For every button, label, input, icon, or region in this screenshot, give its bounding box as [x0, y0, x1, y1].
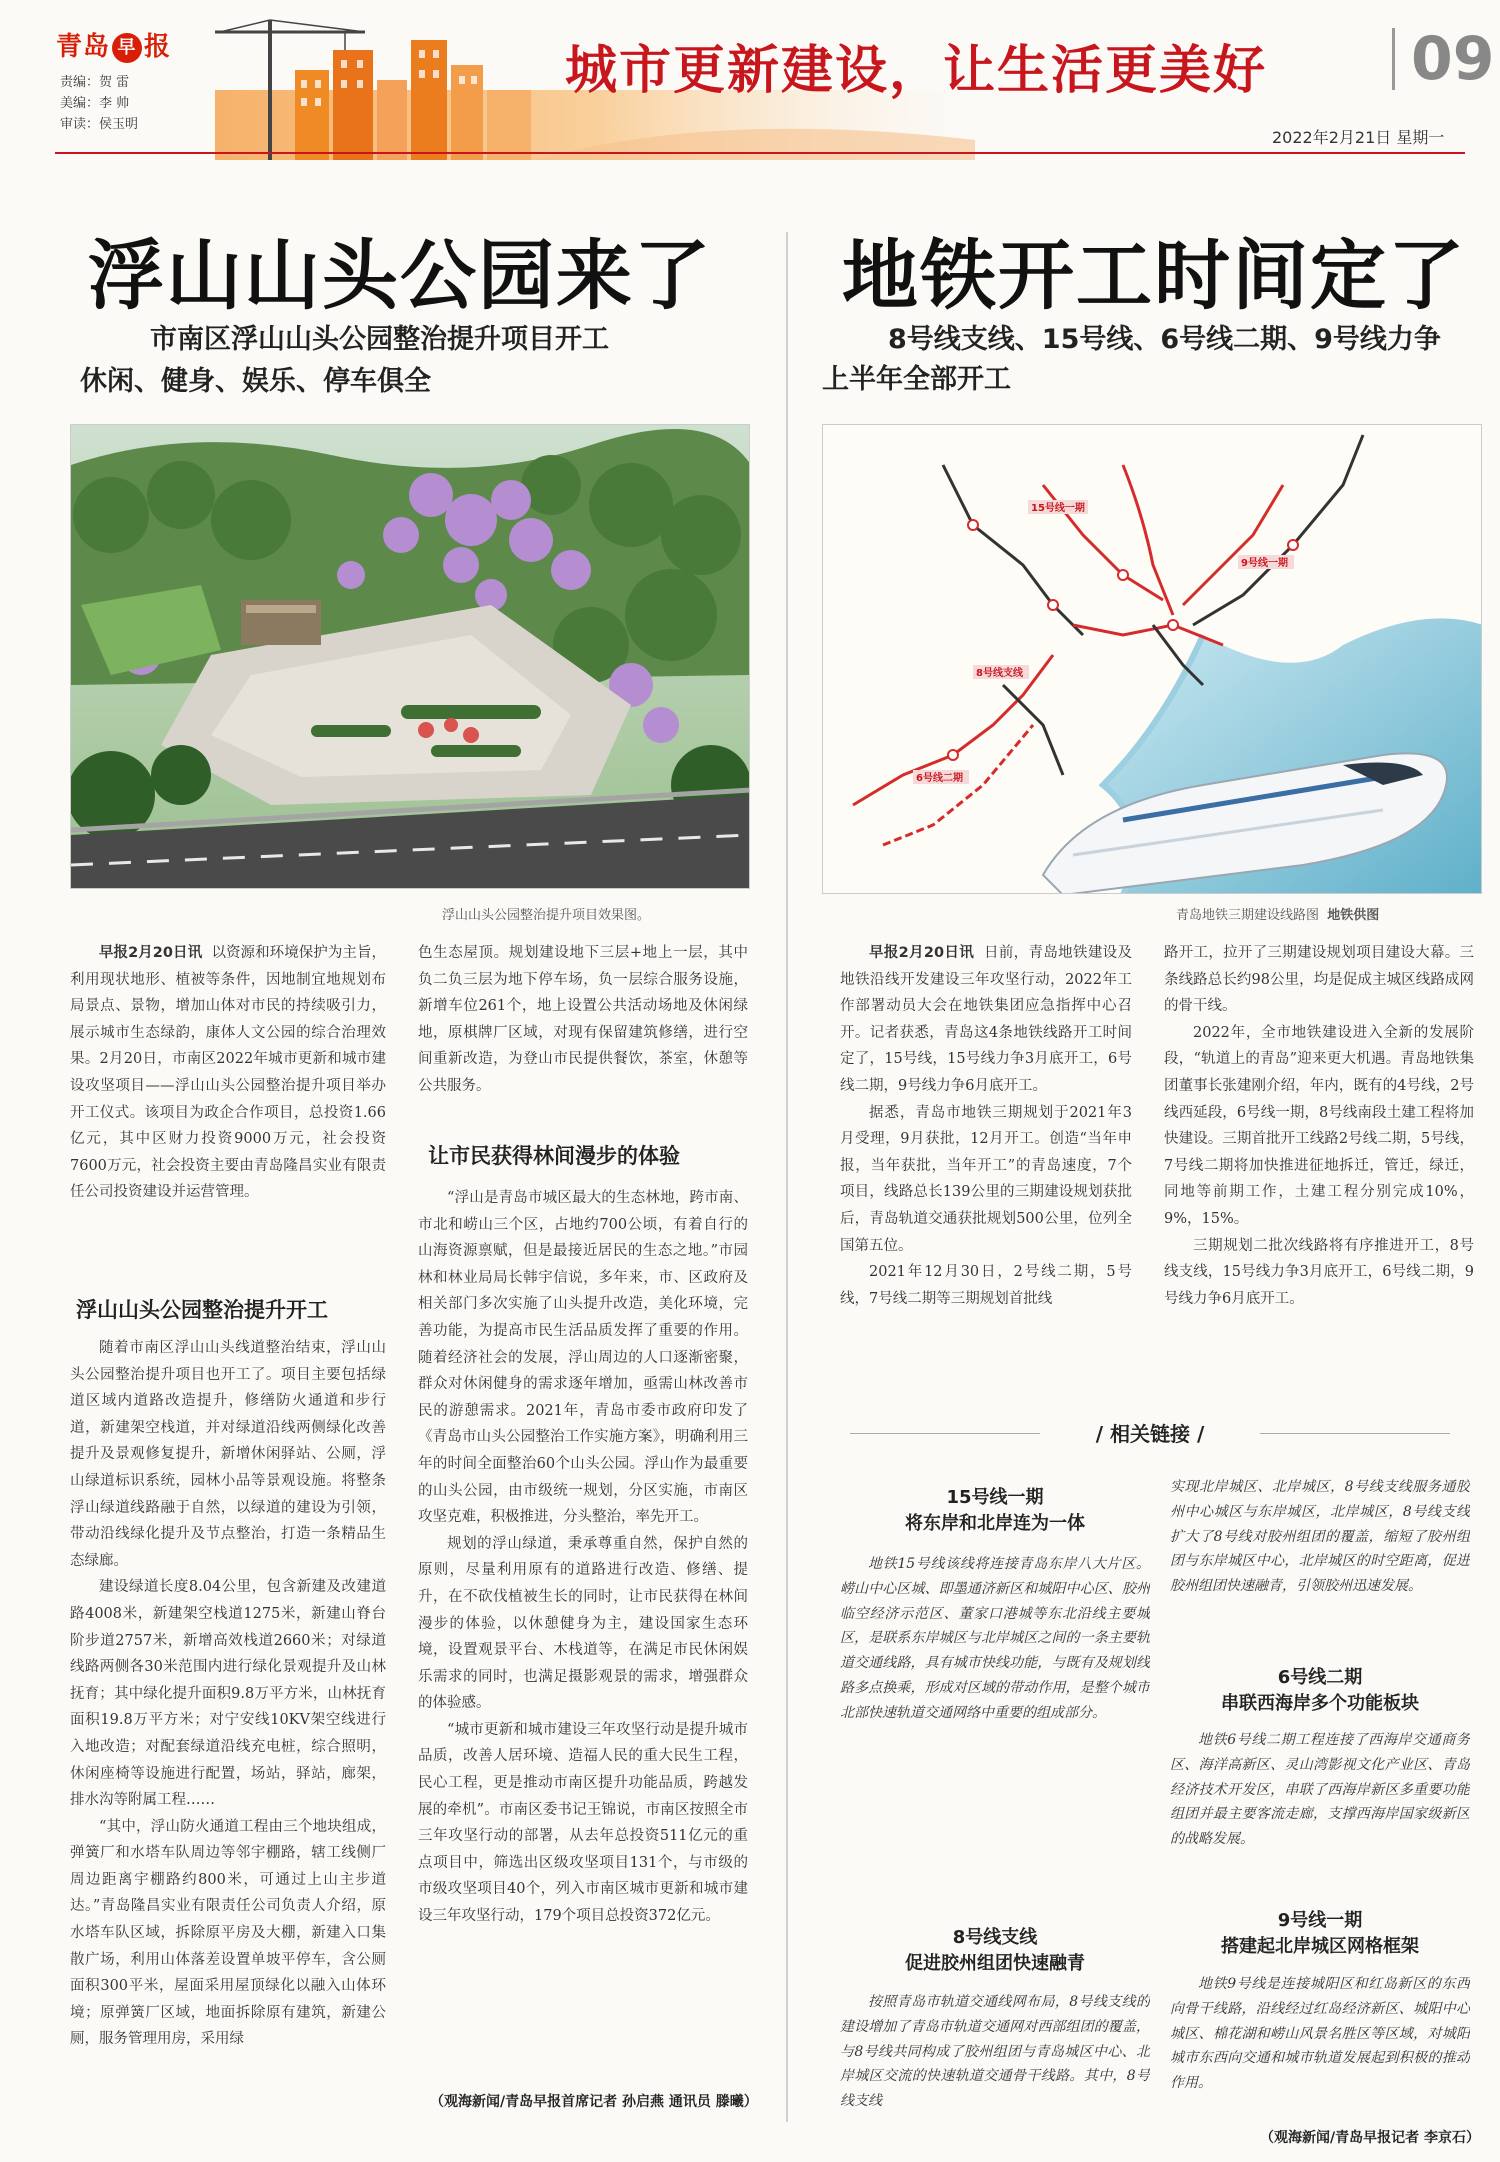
map-label-line6: 6号线二期 [916, 773, 963, 784]
left-paragraph: “浮山是青岛市城区最大的生态林地，跨市南、市北和崂山三个区，占地约700公顷，有着自行的山海资源禀赋，但是最接近居民的生态之地。”市园林和林业局局长韩宇信说，多年来，市、区政府及相关部门多次实施了山头提升改造，美化环境，完善功能，为提高市民生活品质发挥了重要的作用。随着经济社会的发展，浮山周边的人口逐渐密聚，群众对休闲健身的需求逐年增加，亟需山林改善市民的游憩需求。2021年，青岛市委市政府印发了《青岛市山头公园整治工作实施方案》，明确利用三年的时间全面整治60个山头公园。浮山作为最重要的山头公园，由市级统一规划，分区实施，市南区攻坚克难，积极推进，分头整治，率先开工。 [418, 1190, 748, 1526]
right-col1 [840, 940, 1132, 1370]
column-divider [786, 232, 788, 2122]
related-title-line9: 9号线一期 [1277, 1910, 1363, 1931]
left-intro-text: 以资源和环境保护为主旨，利用现状地形、植被等条件，因地制宜地规划布局景点、景物，增加山体对市民的持续吸引力，展示城市生态绿韵，康体人文公园的综合治理效果。2月20日，市南区2022年城市更新和城市建设攻坚项目——浮山山头公园整治提升项目举办开工仪式。该项目为政企合作项目，总投资1.66亿元，其中区财力投资9000万元，社会投资7600万元，社会投资主要由青岛隆昌实业有限责任公司投资建设并运营管理。 [70, 945, 386, 1201]
metro-map-graphic [823, 425, 1482, 894]
related-text-line8 [840, 1990, 1150, 2140]
related-subtitle-line9: 搭建起北岸城区网格框架 [1221, 1936, 1419, 1957]
editor-credits [60, 72, 138, 135]
related-section-15 [840, 1485, 1150, 1537]
left-col2-body [418, 1185, 748, 2090]
left-paragraph: “城市更新和城市建设三年攻坚行动是提升城市品质，改善人居环境、造福人民的重大民生工程，民心工程，更是推动市南区提升功能品质，跨越发展的牵机”。市南区委书记王锦说，市南区按照全市三年攻坚行动的部署，从去年总投资511亿元的重点项目中，筛选出区级攻坚项目131个，与市级的市级攻坚项目40个，列入市南区城市更新和城市建设三年攻坚行动，179个项目总投资372亿元。 [418, 1721, 748, 1925]
left-subtitle-2: 休闲、健身、娱乐、停车俱全 [80, 366, 431, 397]
related-section-9 [1170, 1908, 1470, 1960]
related-links-label: 相关链接 [1110, 1422, 1190, 1446]
right-byline: （观海新闻/青岛早报记者 李京石） [1260, 2130, 1480, 2146]
masthead-rule [55, 152, 1465, 154]
related-links-title: / 相关链接 / [1095, 1422, 1205, 1446]
related-paragraph: 地铁9号线是连接城阳区和红岛新区的东西向骨干线路，沿线经过红岛经济新区、城阳中心城区、棉花湖和崂山风景名胜区等区域，对城阳城市东西向交通和城市轨道发展起到积极的推动作用。 [1170, 1976, 1470, 2092]
related-paragraph: 实现北岸城区、北岸城区，8号线支线服务通胶州中心城区与东岸城区，北岸城区，8号线支线扩大了8号线对胶州组团的覆盖，缩短了胶州组团与东岸城区中心，北岸城区的时空距离，促进胶州组团快速融青，引领胶州迅速发展。 [1170, 1479, 1470, 1595]
related-text-line9 [1170, 1972, 1470, 2122]
art-editor-line: 美编：李 帅 [60, 96, 130, 111]
related-paragraph: 按照青岛市轨道交通线网布局，8号线支线的建设增加了青岛市轨道交通网对西部组团的覆盖，与8号线共同构成了胶州组团与青岛城区中心、北岸城区交流的快速轨道交通骨干线路。其中，8号线支线 [840, 1994, 1150, 2110]
left-section-title-1: 浮山山头公园整治提升开工 [76, 1298, 328, 1322]
right-col2 [1164, 940, 1474, 1370]
metro-map-image [822, 424, 1482, 894]
right-subtitle-1: 8号线支线、15号线、6号线二期、9号线力争 [888, 324, 1441, 355]
left-byline: （观海新闻/青岛早报首席记者 孙启燕 通讯员 滕曦） [430, 2094, 758, 2110]
left-image-caption: 浮山山头公园整治提升项目效果图。 [442, 908, 651, 923]
related-section-6 [1170, 1665, 1470, 1717]
masthead [0, 0, 1500, 160]
related-text-line6 [1170, 1728, 1470, 1903]
left-dateline: 早报2月20日讯 [99, 945, 203, 961]
logo-circle: 早 [112, 33, 142, 63]
park-rendering-graphic [71, 425, 750, 889]
right-caption-credit: 地铁供图 [1327, 908, 1380, 923]
right-subtitle-2: 上半年全部开工 [822, 364, 1011, 395]
left-paragraph: 色生态屋顶。规划建设地下三层+地上一层，其中负二负三层为地下停车场，负一层综合服务设施，新增车位261个，地上设置公共活动场地及休闲绿地，原棋牌厂区域，对现有保留建筑修缮，进行空间重新改造，为登山市民提供餐饮，茶室，休憩等公共服务。 [418, 945, 748, 1094]
related-subtitle-line8: 促进胶州组团快速融青 [905, 1953, 1085, 1974]
left-article-title: 浮山山头公园来了 [88, 231, 712, 320]
right-paragraph: 三期规划二批次线路将有序推进开工，8号线支线，15号线力争3月底开工，6号线二期，9号线力争6月底开工。 [1164, 1237, 1474, 1307]
related-links-header [850, 1418, 1450, 1448]
related-title-line15: 15号线一期 [946, 1487, 1044, 1508]
right-dateline: 早报2月20日讯 [869, 945, 975, 961]
logo-text-right: 报 [144, 32, 172, 62]
map-label-line9: 9号线一期 [1241, 558, 1288, 569]
issue-date: 2022年2月21日 星期一 [1272, 128, 1445, 147]
left-section-title-2: 让市民获得林间漫步的体验 [428, 1144, 680, 1168]
related-rule-right [1260, 1433, 1450, 1434]
page-headline: 城市更新建设，让生活更美好 [565, 40, 1268, 101]
right-intro-text: 日前，青岛地铁建设及地铁沿线开发建设三年攻坚行动，2022年工作部署动员大会在地铁集团应急指挥中心召开。记者获悉，青岛这4条地铁线路开工时间定了，15号线，15号线力争3月底开工，6号线二期，9号线力争6月底开工。 [840, 945, 1132, 1094]
map-label-line8: 8号线支线 [976, 668, 1023, 679]
editor-line: 责编：贺 雷 [60, 75, 130, 90]
right-paragraph: 2022年，全市地铁建设进入全新的发展阶段，“轨道上的青岛”迎来更大机遇。青岛地铁集团董事长张建刚介绍，年内，既有的4号线，2号线西延段，6号线一期，8号线南段土建工程将加快建设。三期首批开工线路2号线二期，5号线，7号线二期将加快推进征地拆迁，管迁，绿迁，同地等前期工作，土建工程分别完成10%，9%，15%。 [1164, 1024, 1474, 1227]
right-article-title: 地铁开工时间定了 [842, 231, 1466, 320]
left-paragraph: 规划的浮山绿道，秉承尊重自然，保护自然的原则，尽量利用原有的道路进行改造、修缮、提升，在不砍伐植被生长的同时，让市民获得在林间漫步的体验，以休憩健身为主，建设国家生态环境，设置观景平台、木栈道等，在满足市民休闲娱乐需求的同时，也满足摄影观景的需求，增强群众的体验感。 [418, 1535, 748, 1712]
related-paragraph: 地铁6号线二期工程连接了西海岸交通商务区、海洋高新区、灵山湾影视文化产业区、青岛经济技术开发区，串联了西海岸新区多重要功能组团并最主要客流走廊，支撑西海岸国家级新区的战略发展。 [1170, 1732, 1470, 1848]
park-rendering-image [70, 424, 750, 889]
related-section-8 [840, 1925, 1150, 1977]
related-paragraph: 地铁15号线该线将连接青岛东岸八大片区。崂山中心区城、即墨通济新区和城阳中心区、胶州临空经济示范区、董家口港城等东北沿线主要城区，是联系东岸城区与北岸城区之间的一条主要轨道交通线路，具有城市快线功能，与既有及规划线路多点换乘，形成对区域的带动作用，是整个城市北部快速轨道交通网络中重要的组成部分。 [840, 1556, 1150, 1721]
right-paragraph: 2021年12月30日，2号线二期，5号线，7号线二期等三期规划首批线 [840, 1264, 1132, 1307]
related-title-line8: 8号线支线 [952, 1927, 1038, 1948]
related-subtitle-line6: 串联西海岸多个功能板块 [1221, 1693, 1419, 1714]
logo-text-left: 青岛 [56, 32, 111, 62]
left-subtitle-1: 市南区浮山山头公园整治提升项目开工 [150, 324, 609, 355]
related-text-line15 [840, 1552, 1150, 1912]
related-subtitle-line15: 将东岸和北岸连为一体 [905, 1513, 1085, 1534]
right-image-caption [1176, 904, 1379, 923]
newspaper-logo [56, 26, 171, 63]
related-text-line8-cont [1170, 1475, 1470, 1665]
right-paragraph: 路开工，拉开了三期建设规划项目建设大幕。三条线路总长约98公里，均是促成主城区线路成网的骨干线。 [1164, 945, 1474, 1015]
right-caption-text: 青岛地铁三期建设线路图 [1176, 908, 1320, 923]
left-paragraph: “其中，浮山防火通道工程由三个地块组成，弹簧厂和水塔车队周边等邻宇棚路，辖工线侧厂周边距离宇棚路约800米，可通过上山主步道达。”青岛隆昌实业有限责任公司负责人介绍，原水塔车队区域，拆除原平房及大棚，新建入口集散广场，利用山体落差设置单坡平停车，含公厕面积300平米，屋面采用屋顶绿化以融入山体环境；原弹簧厂区域，地面拆除原有建筑，新建公厕，服务管理用房，采用绿 [70, 1818, 386, 2048]
map-label-line15: 15号线一期 [1031, 503, 1085, 514]
page-number: 09 [1392, 28, 1495, 90]
left-col1-body [70, 1335, 386, 2145]
left-paragraph: 随着市南区浮山山头线道整治结束，浮山山头公园整治提升项目也开工了。项目主要包括绿道区域内道路改造提升，修缮防火通道和步行道，新建架空栈道，并对绿道沿线两侧绿化改善提升及景观修复提升，新增休闲驿站、公厕，浮山绿道标识系统，园林小品等景观设施。将整条浮山绿道线路融于自然，以绿道的建设为引领，带动沿线绿化提升及节点整治，打造一条精品生态绿廊。 [70, 1340, 386, 1569]
right-paragraph: 据悉，青岛市地铁三期规划于2021年3月受理，9月获批，12月开工。创造“当年申报，当年获批，当年开工”的青岛速度，7个项目，线路总长139公里的三期建设规划获批后，青岛轨道交通获批规划500公里，位列全国第五位。 [840, 1104, 1132, 1254]
left-col1-intro [70, 940, 386, 1295]
reviewer-line: 审读：侯玉明 [60, 117, 139, 132]
left-col2-top [418, 940, 748, 1110]
left-paragraph: 建设绿道长度8.04公里，包含新建及改建道路4008米，新建架空栈道1275米，新建山脊台阶步道2757米，新增高效栈道2660米；对绿道线路两侧各30米范围内进行绿化景观提升及山林抚育；其中绿化提升面积9.8万平方米，山林抚育面积19.8万平方米；对宁安线10KV架空线进行入地改造；对配套绿道沿线充电桩，综合照明，休闲座椅等设施进行配置，场站，驿站，廊架，排水沟等附属工程…… [70, 1579, 386, 1809]
related-title-line6: 6号线二期 [1277, 1667, 1363, 1688]
related-rule-left [850, 1433, 1040, 1434]
